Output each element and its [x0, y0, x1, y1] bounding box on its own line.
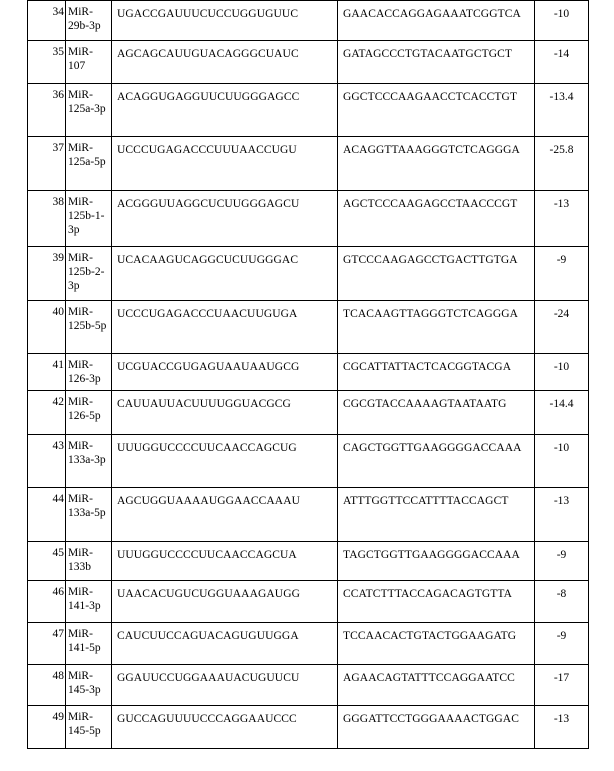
- complementary-sequence: TAGCTGGTTGAAGGGGACCAAA: [338, 542, 535, 581]
- mature-sequence: UCCCUGAGACCCUAACUUGUGA: [112, 301, 338, 354]
- mature-sequence: ACAGGUGAGGUUCUUGGGAGCC: [112, 84, 338, 137]
- mature-sequence: GGAUUCCUGGAAAUACUGUUCU: [112, 665, 338, 706]
- complementary-sequence: ACAGGTTAAAGGGTCTCAGGGA: [338, 137, 535, 191]
- row-number: 48: [28, 665, 66, 706]
- mature-sequence: GUCCAGUUUUCCCAGGAAUCCC: [112, 706, 338, 749]
- energy-value: -13: [535, 706, 589, 749]
- table-row: [28, 354, 589, 391]
- table-row: [28, 1, 589, 41]
- complementary-sequence: CAGCTGGTTGAAGGGGACCAAA: [338, 435, 535, 488]
- complementary-sequence: AGCTCCCAAGAGCCTAACCCGT: [338, 191, 535, 247]
- table-row: [28, 488, 589, 542]
- table-row: [28, 137, 589, 191]
- mature-sequence: UGACCGAUUUCUCCUGGUGUUC: [112, 1, 338, 41]
- table-row: [28, 623, 589, 665]
- mirna-name: MiR-133a-5p: [66, 488, 112, 542]
- mirna-name: MiR-125b-5p: [66, 301, 112, 354]
- row-number: 41: [28, 354, 66, 391]
- mirna-table: [27, 0, 589, 749]
- table-row: [28, 301, 589, 354]
- complementary-sequence: GGGATTCCTGGGAAAACTGGAC: [338, 706, 535, 749]
- row-number: 39: [28, 247, 66, 301]
- mirna-name: MiR-145-5p: [66, 706, 112, 749]
- mirna-name: MiR-125b-1-3p: [66, 191, 112, 247]
- energy-value: -10: [535, 354, 589, 391]
- energy-value: -25.8: [535, 137, 589, 191]
- table-row: [28, 435, 589, 488]
- row-number: 40: [28, 301, 66, 354]
- mirna-table-body: [28, 1, 589, 749]
- table-row: [28, 391, 589, 435]
- row-number: 43: [28, 435, 66, 488]
- mature-sequence: UUUGGUCCCCUUCAACCAGCUG: [112, 435, 338, 488]
- complementary-sequence: GATAGCCCTGTACAATGCTGCT: [338, 41, 535, 84]
- table-row: [28, 581, 589, 623]
- table-row: [28, 542, 589, 581]
- mature-sequence: UCACAAGUCAGGCUCUUGGGAC: [112, 247, 338, 301]
- energy-value: -13: [535, 191, 589, 247]
- mirna-name: MiR-126-3p: [66, 354, 112, 391]
- complementary-sequence: CGCGTACCAAAAGTAATAATG: [338, 391, 535, 435]
- energy-value: -24: [535, 301, 589, 354]
- row-number: 46: [28, 581, 66, 623]
- energy-value: -17: [535, 665, 589, 706]
- complementary-sequence: GAACACCAGGAGAAATCGGTCA: [338, 1, 535, 41]
- table-row: [28, 84, 589, 137]
- mature-sequence: UCCCUGAGACCCUUUAACCUGU: [112, 137, 338, 191]
- row-number: 47: [28, 623, 66, 665]
- mature-sequence: UAACACUGUCUGGUAAAGAUGG: [112, 581, 338, 623]
- row-number: 45: [28, 542, 66, 581]
- mirna-name: MiR-125b-2-3p: [66, 247, 112, 301]
- complementary-sequence: TCCAACACTGTACTGGAAGATG: [338, 623, 535, 665]
- table-row: [28, 41, 589, 84]
- mirna-name: MiR-29b-3p: [66, 1, 112, 41]
- complementary-sequence: CGCATTATTACTCACGGTACGA: [338, 354, 535, 391]
- row-number: 36: [28, 84, 66, 137]
- mirna-name: MiR-107: [66, 41, 112, 84]
- complementary-sequence: GGCTCCCAAGAACCTCACCTGT: [338, 84, 535, 137]
- mirna-name: MiR-125a-3p: [66, 84, 112, 137]
- mirna-name: MiR-125a-5p: [66, 137, 112, 191]
- mirna-name: MiR-133a-3p: [66, 435, 112, 488]
- row-number: 42: [28, 391, 66, 435]
- row-number: 44: [28, 488, 66, 542]
- table-row: [28, 247, 589, 301]
- complementary-sequence: GTCCCAAGAGCCTGACTTGTGA: [338, 247, 535, 301]
- complementary-sequence: TCACAAGTTAGGGTCTCAGGGA: [338, 301, 535, 354]
- mirna-name: MiR-133b: [66, 542, 112, 581]
- table-row: [28, 191, 589, 247]
- mature-sequence: UUUGGUCCCCUUCAACCAGCUA: [112, 542, 338, 581]
- mirna-name: MiR-141-3p: [66, 581, 112, 623]
- energy-value: -9: [535, 623, 589, 665]
- row-number: 34: [28, 1, 66, 41]
- complementary-sequence: ATTTGGTTCCATTTTACCAGCT: [338, 488, 535, 542]
- row-number: 37: [28, 137, 66, 191]
- row-number: 35: [28, 41, 66, 84]
- mature-sequence: AGCUGGUAAAAUGGAACCAAAU: [112, 488, 338, 542]
- energy-value: -8: [535, 581, 589, 623]
- complementary-sequence: CCATCTTTACCAGACAGTGTTA: [338, 581, 535, 623]
- energy-value: -10: [535, 1, 589, 41]
- row-number: 49: [28, 706, 66, 749]
- energy-value: -14: [535, 41, 589, 84]
- mature-sequence: ACGGGUUAGGCUCUUGGGAGCU: [112, 191, 338, 247]
- row-number: 38: [28, 191, 66, 247]
- mirna-name: MiR-126-5p: [66, 391, 112, 435]
- mature-sequence: CAUUAUUACUUUUGGUACGCG: [112, 391, 338, 435]
- table-row: [28, 665, 589, 706]
- energy-value: -13: [535, 488, 589, 542]
- energy-value: -10: [535, 435, 589, 488]
- energy-value: -9: [535, 247, 589, 301]
- table-row: [28, 706, 589, 749]
- mature-sequence: UCGUACCGUGAGUAAUAAUGCG: [112, 354, 338, 391]
- energy-value: -13.4: [535, 84, 589, 137]
- mature-sequence: AGCAGCAUUGUACAGGGCUAUC: [112, 41, 338, 84]
- mature-sequence: CAUCUUCCAGUACAGUGUUGGA: [112, 623, 338, 665]
- mirna-name: MiR-145-3p: [66, 665, 112, 706]
- energy-value: -9: [535, 542, 589, 581]
- complementary-sequence: AGAACAGTATTTCCAGGAATCC: [338, 665, 535, 706]
- mirna-name: MiR-141-5p: [66, 623, 112, 665]
- energy-value: -14.4: [535, 391, 589, 435]
